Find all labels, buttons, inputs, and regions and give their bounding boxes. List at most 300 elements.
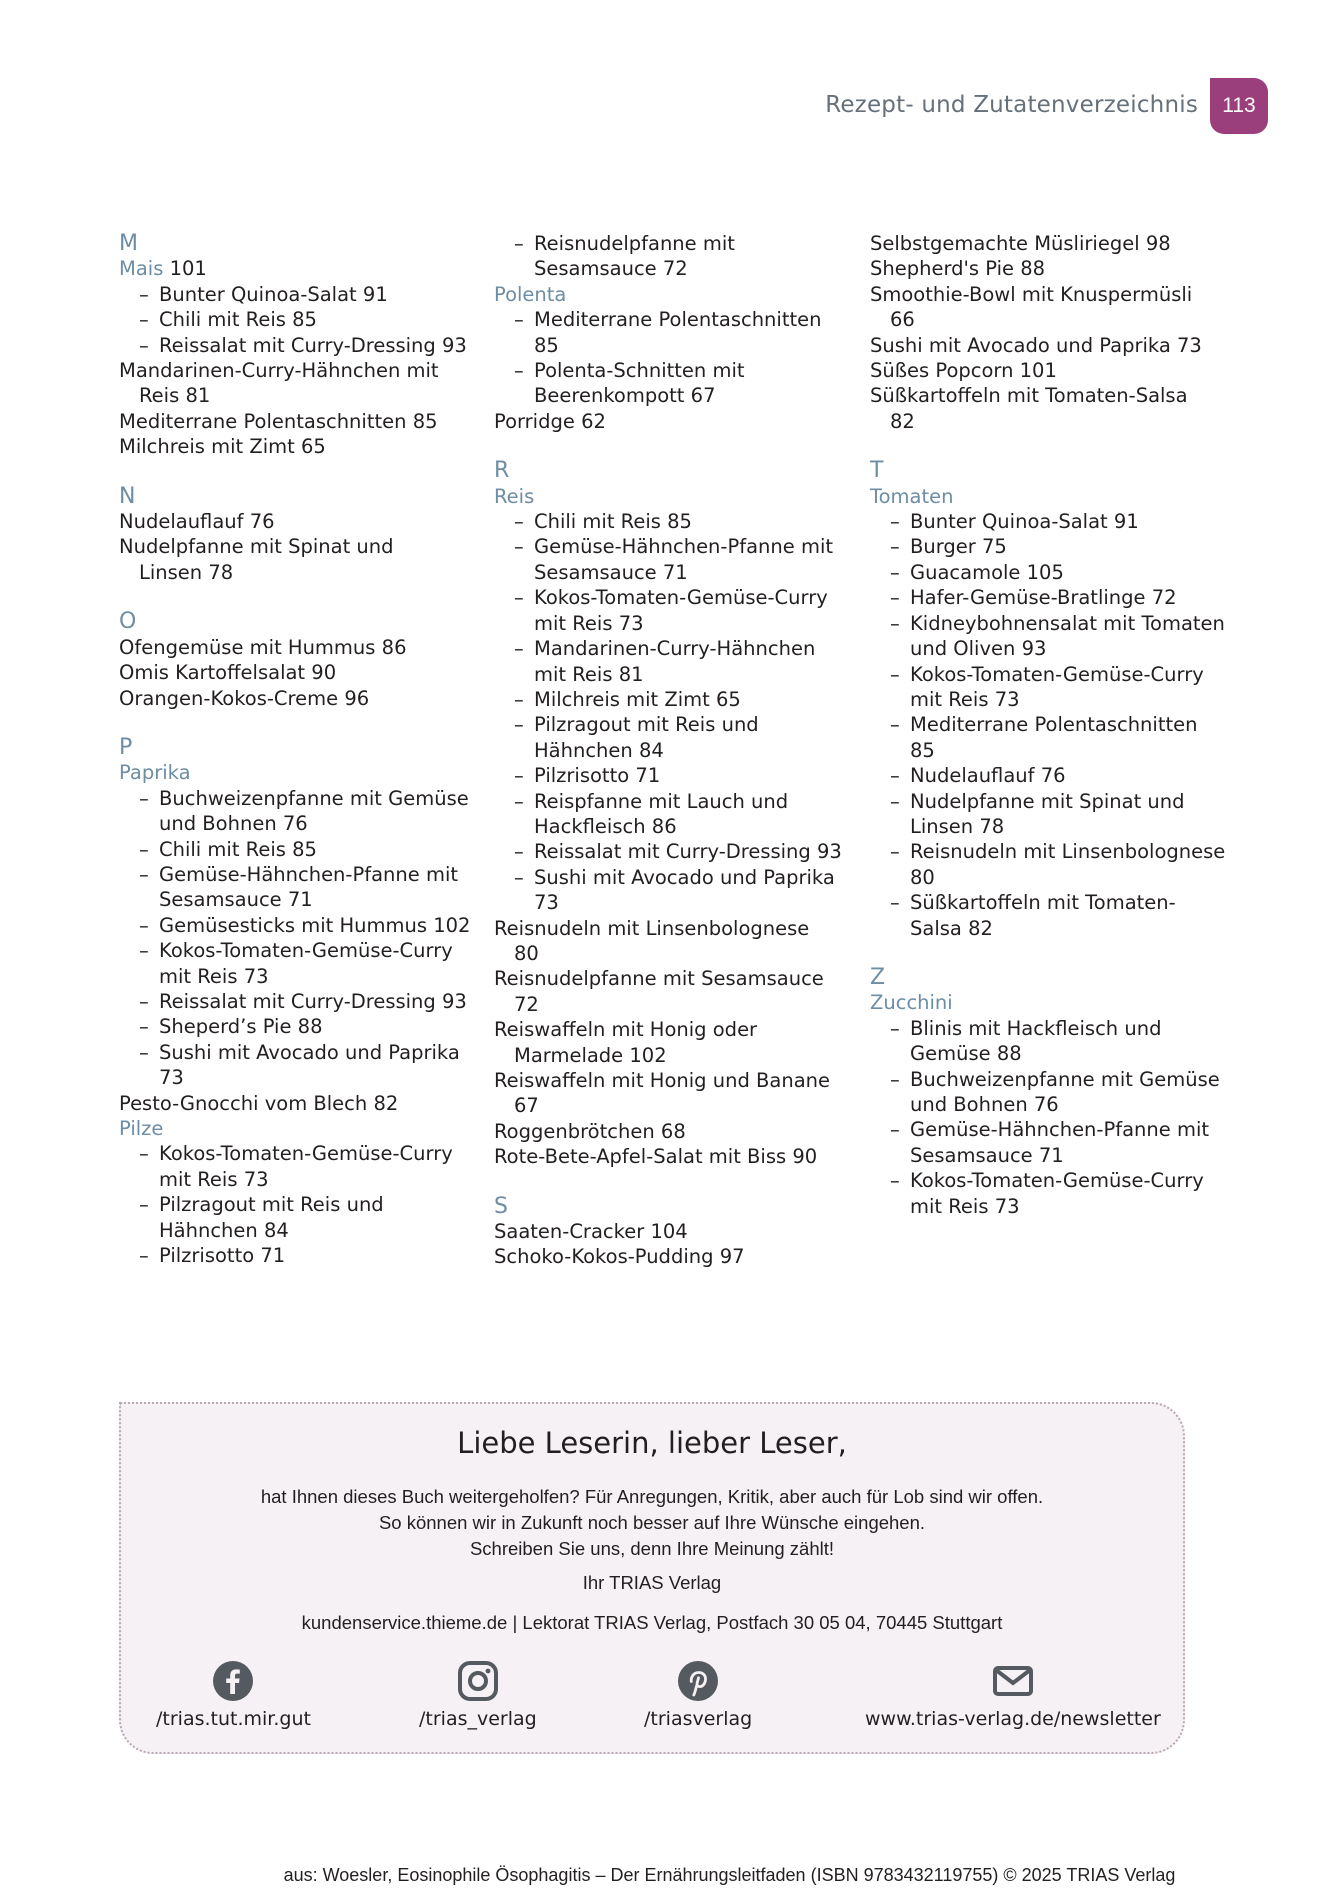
dash-marker: – [514, 637, 524, 661]
facebook-link[interactable] [156, 1660, 311, 1730]
entry-text: Nudelauflauf [910, 764, 1035, 788]
page-ref: 96 [344, 686, 370, 710]
index-subentry-line [494, 890, 859, 915]
keyword-label: Polenta [494, 282, 567, 306]
page-ref: 76 [249, 510, 275, 534]
entry-text: Mediterrane Polentaschnitten [119, 409, 407, 433]
index-subentry-line [870, 1041, 1210, 1066]
newsletter-url: www.trias-verlag.de/newsletter [865, 1708, 1161, 1730]
index-letter-heading: N [119, 483, 136, 509]
entry-text: Blinis mit Hackfleisch und [910, 1016, 1162, 1040]
entry-text: Roggenbrötchen [494, 1119, 655, 1143]
entry-text: Reisnudelpfanne mit [534, 232, 735, 255]
entry-text: Omis Kartoffelsalat [119, 661, 306, 685]
index-subentry-line [870, 636, 1210, 661]
page-ref: 71 [287, 888, 313, 912]
page-ref: 73 [618, 611, 644, 635]
index-subentry-line [119, 307, 484, 332]
page-ref: 81 [185, 384, 211, 408]
page-number-badge: 113 [1210, 78, 1268, 134]
entry-text: Buchweizenpfanne mit Gemüse [159, 786, 469, 810]
index-entry-line [494, 916, 859, 941]
dash-marker: – [890, 611, 900, 635]
entry-text: Reisnudeln mit Linsenbolognese [494, 916, 810, 940]
entry-text: Nudelauflauf [119, 510, 244, 534]
dash-marker: – [890, 1016, 900, 1040]
feedback-text-line: hat Ihnen dieses Buch weitergeholfen? Für Anregungen, Kritik, aber auch für Lob sind wir offen. [260, 1486, 1044, 1507]
dash-marker: – [890, 1067, 900, 1091]
index-entry-line [870, 358, 1210, 383]
index-subentry-line [494, 585, 859, 610]
entry-text: Sesamsauce [534, 560, 657, 584]
index-letter-heading: S [494, 1193, 508, 1219]
page-ref: 97 [719, 1245, 745, 1269]
index-entry-line [870, 383, 1210, 408]
dash-marker: – [139, 939, 149, 963]
dash-marker: – [139, 1244, 149, 1268]
entry-text: Milchreis mit Zimt [119, 435, 295, 459]
index-subentry-line [870, 1194, 1210, 1219]
entry-text: Chili mit Reis [534, 510, 661, 534]
entry-text: Reispfanne mit Lauch und [534, 789, 789, 813]
entry-text: Burger [910, 535, 976, 559]
page-ref: 88 [297, 1015, 323, 1039]
entry-text: Rote-Bete-Apfel-Salat mit Biss [494, 1145, 787, 1169]
instagram-handle: /trias_verlag [419, 1708, 537, 1730]
dash-marker: – [890, 1169, 900, 1193]
index-entry-line [119, 509, 484, 534]
index-column-2 [494, 231, 859, 1270]
index-subentry-line [119, 1218, 484, 1243]
entry-text: Gemüse-Hähnchen-Pfanne mit [534, 535, 834, 559]
page-ref: 71 [260, 1244, 286, 1268]
entry-text: Kokos-Tomaten-Gemüse-Curry [534, 586, 828, 610]
page-ref: 78 [979, 814, 1005, 838]
page-ref: 72 [514, 992, 539, 1016]
index-entry-line [494, 941, 859, 966]
keyword-label: Paprika [119, 761, 191, 785]
entry-text: mit Reis [910, 687, 989, 711]
index-subentry-line [119, 786, 484, 811]
index-entry-line [119, 383, 484, 408]
entry-text: mit Reis [534, 662, 613, 686]
feedback-title: Liebe Leserin, lieber Leser, [457, 1426, 847, 1460]
entry-text: Chili mit Reis [159, 308, 286, 332]
dash-marker: – [514, 764, 524, 788]
dash-marker: – [514, 687, 524, 711]
dash-marker: – [890, 560, 900, 584]
entry-text: Saaten-Cracker [494, 1220, 645, 1244]
page-ref: 91 [362, 282, 388, 306]
entry-text: Mediterrane Polentaschnitten [910, 713, 1198, 737]
dash-marker: – [890, 840, 900, 864]
entry-text: Reiswaffeln mit Honig und Banane [494, 1069, 831, 1092]
index-entry-line [494, 1219, 859, 1244]
page-ref: 105 [1026, 560, 1064, 584]
index-letter-heading: P [119, 734, 133, 760]
index-entry-line [494, 992, 859, 1017]
entry-text: Reissalat mit Curry-Dressing [534, 840, 811, 864]
entry-text: Sesamsauce [159, 888, 282, 912]
entry-text: und Oliven [910, 637, 1016, 661]
index-letter-heading: O [119, 609, 137, 635]
entry-text: Milchreis mit Zimt [534, 687, 710, 711]
index-subentry-line [870, 509, 1210, 534]
index-letter-heading: Z [870, 964, 886, 990]
page-ref: 82 [890, 409, 915, 433]
index-subentry-line [870, 763, 1210, 788]
page-ref: 82 [373, 1091, 399, 1115]
dash-marker: – [514, 713, 524, 737]
page-ref: 73 [1177, 333, 1202, 357]
entry-text: Pilzragout mit Reis und [159, 1193, 384, 1217]
index-subentry-line [870, 865, 1210, 890]
page-ref: 93 [817, 840, 842, 864]
entry-text: Sushi mit Avocado und Paprika [870, 333, 1171, 357]
pinterest-handle: /triasverlag [644, 1708, 753, 1730]
dash-marker: – [139, 282, 149, 306]
dash-marker: – [514, 865, 524, 889]
page-ref: 90 [792, 1145, 818, 1169]
entry-text: Ofengemüse mit Hummus [119, 635, 376, 659]
page-ref: 76 [1040, 764, 1066, 788]
index-subentry-line [494, 534, 859, 559]
index-entry-line [119, 534, 484, 559]
keyword-label: Mais [119, 257, 164, 281]
entry-text: Kokos-Tomaten-Gemüse-Curry [910, 1169, 1204, 1193]
index-entry-line [870, 307, 1210, 332]
page-ref: 75 [982, 535, 1007, 559]
entry-text: Guacamole [910, 560, 1021, 584]
page-ref: 73 [243, 964, 269, 988]
feedback-signature: Ihr TRIAS Verlag [582, 1572, 722, 1593]
index-subentry-line [119, 333, 484, 358]
entry-text: Schoko-Kokos-Pudding [494, 1245, 714, 1269]
page-ref: 88 [1020, 257, 1046, 281]
entry-text: und Bohnen [159, 812, 277, 836]
index-subentry-line [494, 231, 859, 256]
entry-text: Nudelpfanne mit Spinat und [119, 535, 394, 559]
index-entry-line [119, 358, 484, 383]
page-ref: 67 [514, 1094, 539, 1118]
index-subentry-line [870, 534, 1210, 559]
page-ref: 73 [534, 891, 559, 915]
entry-text: Pesto-Gnocchi vom Blech [119, 1091, 368, 1115]
entry-text: Linsen [139, 560, 203, 584]
page-ref: 73 [994, 687, 1020, 711]
index-subentry-line [494, 636, 859, 661]
page-ref: 65 [300, 435, 326, 459]
index-subentry-line [870, 789, 1210, 814]
index-subentry-line [494, 333, 859, 358]
entry-text: Pilzrisotto [534, 764, 630, 788]
page-ref: 85 [292, 837, 317, 861]
index-subentry-line [119, 282, 484, 307]
pinterest-icon [677, 1660, 719, 1702]
index-column-3 [870, 231, 1226, 1219]
dash-marker: – [890, 713, 900, 737]
feedback-contact: kundenservice.thieme.de | Lektorat TRIAS Verlag, Postfach 30 05 04, 70445 Stuttgart [301, 1612, 1003, 1633]
page-ref: 86 [651, 814, 677, 838]
index-entry-line [870, 409, 1210, 434]
page-ref: 102 [629, 1043, 667, 1067]
index-subentry-line [870, 1016, 1210, 1041]
page-ref: 86 [381, 635, 407, 659]
entry-text: Salsa [910, 916, 962, 940]
index-subentry-line [870, 1092, 1210, 1117]
dash-marker: – [514, 510, 524, 534]
entry-text: Pilzrisotto [159, 1244, 255, 1268]
dash-marker: – [514, 840, 524, 864]
page-ref: 73 [159, 1066, 184, 1090]
index-keyword [119, 256, 484, 281]
page-ref: 76 [282, 812, 308, 836]
index-subentry-line [494, 560, 859, 585]
dash-marker: – [890, 535, 900, 559]
page-ref: 62 [581, 409, 606, 433]
entry-text: mit Reis [910, 1194, 989, 1218]
entry-text: Bunter Quinoa-Salat [910, 510, 1108, 534]
index-entry-line [119, 560, 484, 585]
page-ref: 93 [1021, 637, 1047, 661]
entry-text: Beerenkompott [534, 384, 685, 408]
page-ref: 84 [638, 738, 664, 762]
page-ref: 67 [690, 384, 716, 408]
entry-text: Gemüsesticks mit Hummus [159, 913, 428, 937]
index-entry-line [870, 231, 1210, 256]
entry-text: Hähnchen [534, 738, 633, 762]
entry-text: Marmelade [514, 1043, 624, 1067]
entry-text: Porridge [494, 409, 575, 433]
entry-text: Selbstgemachte Müsliriegel [870, 232, 1140, 255]
dash-marker: – [139, 1040, 149, 1064]
entry-text: Süßkartoffeln mit Tomaten- [910, 891, 1176, 915]
page-ref: 65 [715, 687, 741, 711]
index-subentry-line [119, 938, 484, 963]
reader-feedback-box [119, 1402, 1185, 1754]
entry-text: Reiswaffeln mit Honig oder [494, 1018, 758, 1042]
entry-text: Linsen [910, 814, 974, 838]
index-entry-line [494, 1017, 859, 1042]
entry-text: Reisnudelpfanne mit Sesamsauce [494, 967, 824, 991]
index-keyword [870, 990, 1210, 1015]
index-entry-line [870, 333, 1210, 358]
entry-text: Süßes Popcorn [870, 359, 1014, 383]
page-ref: 101 [1019, 359, 1057, 383]
page-ref: 101 [169, 257, 207, 281]
entry-text: Gemüse-Hähnchen-Pfanne mit [159, 862, 459, 886]
page-ref: 66 [890, 308, 915, 332]
page-ref: 102 [433, 913, 471, 937]
instagram-icon [457, 1660, 499, 1702]
index-subentry-line [119, 1192, 484, 1217]
index-subentry-line [870, 611, 1225, 636]
index-keyword [119, 1116, 484, 1141]
index-subentry-line [119, 964, 484, 989]
index-entry-line [494, 1093, 859, 1118]
facebook-icon [212, 1660, 254, 1702]
index-subentry-line [119, 1243, 484, 1268]
index-entry-line [494, 1244, 859, 1269]
index-subentry-line [870, 662, 1210, 687]
index-subentry-line [870, 687, 1210, 712]
page-ref: 71 [635, 764, 661, 788]
dash-marker: – [890, 1118, 900, 1142]
feedback-text [121, 1484, 1183, 1562]
index-entry-line [494, 1119, 859, 1144]
dash-marker: – [139, 913, 149, 937]
entry-text: Hähnchen [159, 1218, 258, 1242]
index-entry-line [119, 434, 484, 459]
pinterest-link[interactable] [644, 1660, 752, 1730]
page-ref: 93 [442, 989, 467, 1013]
dash-marker: – [139, 308, 149, 332]
source-footer: aus: Woesler, Eosinophile Ösophagitis – Der Ernährungsleitfaden (ISBN 9783432119755) © 2025 TRIAS Verlag [283, 1865, 1176, 1885]
index-entry-line [119, 635, 484, 660]
dash-marker: – [890, 891, 900, 915]
index-letter-heading: M [119, 231, 138, 256]
entry-text: Nudelpfanne mit Spinat und [910, 789, 1185, 813]
entry-text: Kidneybohnensalat mit Tomaten [910, 611, 1225, 635]
index-subentry-line [870, 1168, 1210, 1193]
index-entry-line [119, 686, 484, 711]
index-subentry-line [494, 509, 859, 534]
instagram-link[interactable] [419, 1660, 537, 1730]
index-subentry-line [119, 837, 484, 862]
dash-marker: – [514, 359, 524, 383]
entry-text: Mandarinen-Curry-Hähnchen mit [119, 359, 439, 383]
page-ref: 73 [994, 1194, 1020, 1218]
entry-text: Hackfleisch [534, 814, 646, 838]
dash-marker: – [890, 510, 900, 534]
index-subentry-line [119, 1040, 484, 1065]
dash-marker: – [890, 662, 900, 686]
index-subentry-line [870, 738, 1210, 763]
dash-marker: – [890, 586, 900, 610]
page-ref: 84 [263, 1218, 289, 1242]
index-subentry-line [494, 865, 859, 890]
index-subentry-line [119, 862, 484, 887]
index-entry-line [870, 256, 1210, 281]
index-entry-line [119, 1091, 484, 1116]
page-ref: 85 [412, 409, 438, 433]
dash-marker: – [139, 989, 149, 1013]
index-letter-heading: R [494, 458, 510, 484]
entry-text: Kokos-Tomaten-Gemüse-Curry [910, 662, 1204, 686]
page-ref: 71 [1038, 1143, 1064, 1167]
page-ref: 71 [662, 560, 688, 584]
entry-text: Gemüse-Hähnchen-Pfanne mit [910, 1118, 1210, 1142]
entry-text: Smoothie-Bowl mit Knuspermüsli [870, 282, 1193, 306]
index-subentry-line [494, 738, 859, 763]
index-subentry-line [494, 763, 859, 788]
entry-text: Shepherd's Pie [870, 257, 1014, 281]
keyword-label: Zucchini [870, 991, 953, 1015]
index-subentry-line [119, 811, 484, 836]
page-ref: 93 [442, 333, 467, 357]
index-entry-line [494, 966, 859, 991]
dash-marker: – [139, 862, 149, 886]
entry-text: Reisnudeln mit Linsenbolognese [910, 840, 1226, 864]
index-subentry-line [494, 839, 859, 864]
index-subentry-line [870, 560, 1210, 585]
index-subentry-line [494, 307, 859, 332]
keyword-label: Pilze [119, 1117, 164, 1140]
entry-text: Süßkartoffeln mit Tomaten-Salsa [870, 384, 1188, 408]
keyword-label: Tomaten [870, 484, 954, 508]
index-subentry-line [119, 989, 484, 1014]
page-ref: 81 [618, 662, 644, 686]
page-ref: 72 [662, 257, 688, 281]
page-ref: 68 [660, 1119, 686, 1143]
index-subentry-line [494, 662, 859, 687]
entry-text: und Bohnen [910, 1093, 1028, 1116]
entry-text: Sushi mit Avocado und Paprika [534, 865, 835, 889]
index-subentry-line [870, 1117, 1210, 1142]
index-subentry-line [870, 712, 1210, 737]
keyword-label: Reis [494, 484, 535, 508]
page-ref: 76 [1033, 1093, 1059, 1116]
feedback-text-line: Schreiben Sie uns, denn Ihre Meinung zählt! [469, 1538, 835, 1559]
dash-marker: – [139, 1142, 149, 1166]
index-subentry-line [119, 1065, 484, 1090]
index-subentry-line [870, 1143, 1210, 1168]
index-subentry-line [870, 916, 1210, 941]
dash-marker: – [890, 789, 900, 813]
entry-text: Sesamsauce [534, 257, 657, 281]
page-ref: 80 [910, 865, 935, 889]
page-ref: 73 [243, 1167, 269, 1191]
dash-marker: – [890, 764, 900, 788]
page-ref: 85 [910, 738, 935, 762]
page-ref: 78 [208, 560, 234, 584]
entry-text: Polenta-Schnitten mit [534, 359, 745, 383]
index-entry-line [494, 409, 859, 434]
entry-text: mit Reis [534, 611, 613, 635]
page-ref: 85 [292, 308, 317, 332]
page-ref: 88 [996, 1042, 1022, 1066]
index-keyword [494, 484, 859, 509]
index-subentry-line [494, 358, 859, 383]
entry-text: Reissalat mit Curry-Dressing [159, 989, 436, 1013]
index-subentry-line [119, 887, 484, 912]
entry-text: Sheperd’s Pie [159, 1015, 292, 1039]
dash-marker: – [139, 837, 149, 861]
index-subentry-line [119, 1167, 484, 1192]
index-letter-heading: T [870, 458, 884, 484]
facebook-handle: /trias.tut.mir.gut [156, 1708, 311, 1730]
page-ref: 91 [1113, 510, 1139, 534]
entry-text: Orangen-Kokos-Creme [119, 686, 339, 710]
dash-marker: – [514, 308, 524, 332]
index-subentry-line [494, 712, 859, 737]
index-subentry-line [870, 839, 1226, 864]
index-entry-line [494, 1068, 859, 1093]
index-subentry-line [870, 585, 1210, 610]
dash-marker: – [514, 789, 524, 813]
index-keyword [494, 282, 859, 307]
newsletter-link[interactable] [865, 1660, 1161, 1730]
running-header-title: Rezept- und Zutatenverzeichnis [825, 92, 1198, 118]
index-entry-line [119, 409, 484, 434]
entry-text: Mandarinen-Curry-Hähnchen [534, 637, 816, 661]
entry-text: mit Reis [159, 964, 238, 988]
index-subentry-line [494, 814, 859, 839]
entry-text: Gemüse [910, 1042, 991, 1066]
mail-icon [992, 1660, 1034, 1702]
index-entry-line [494, 1043, 859, 1068]
index-subentry-line [870, 1067, 1220, 1092]
